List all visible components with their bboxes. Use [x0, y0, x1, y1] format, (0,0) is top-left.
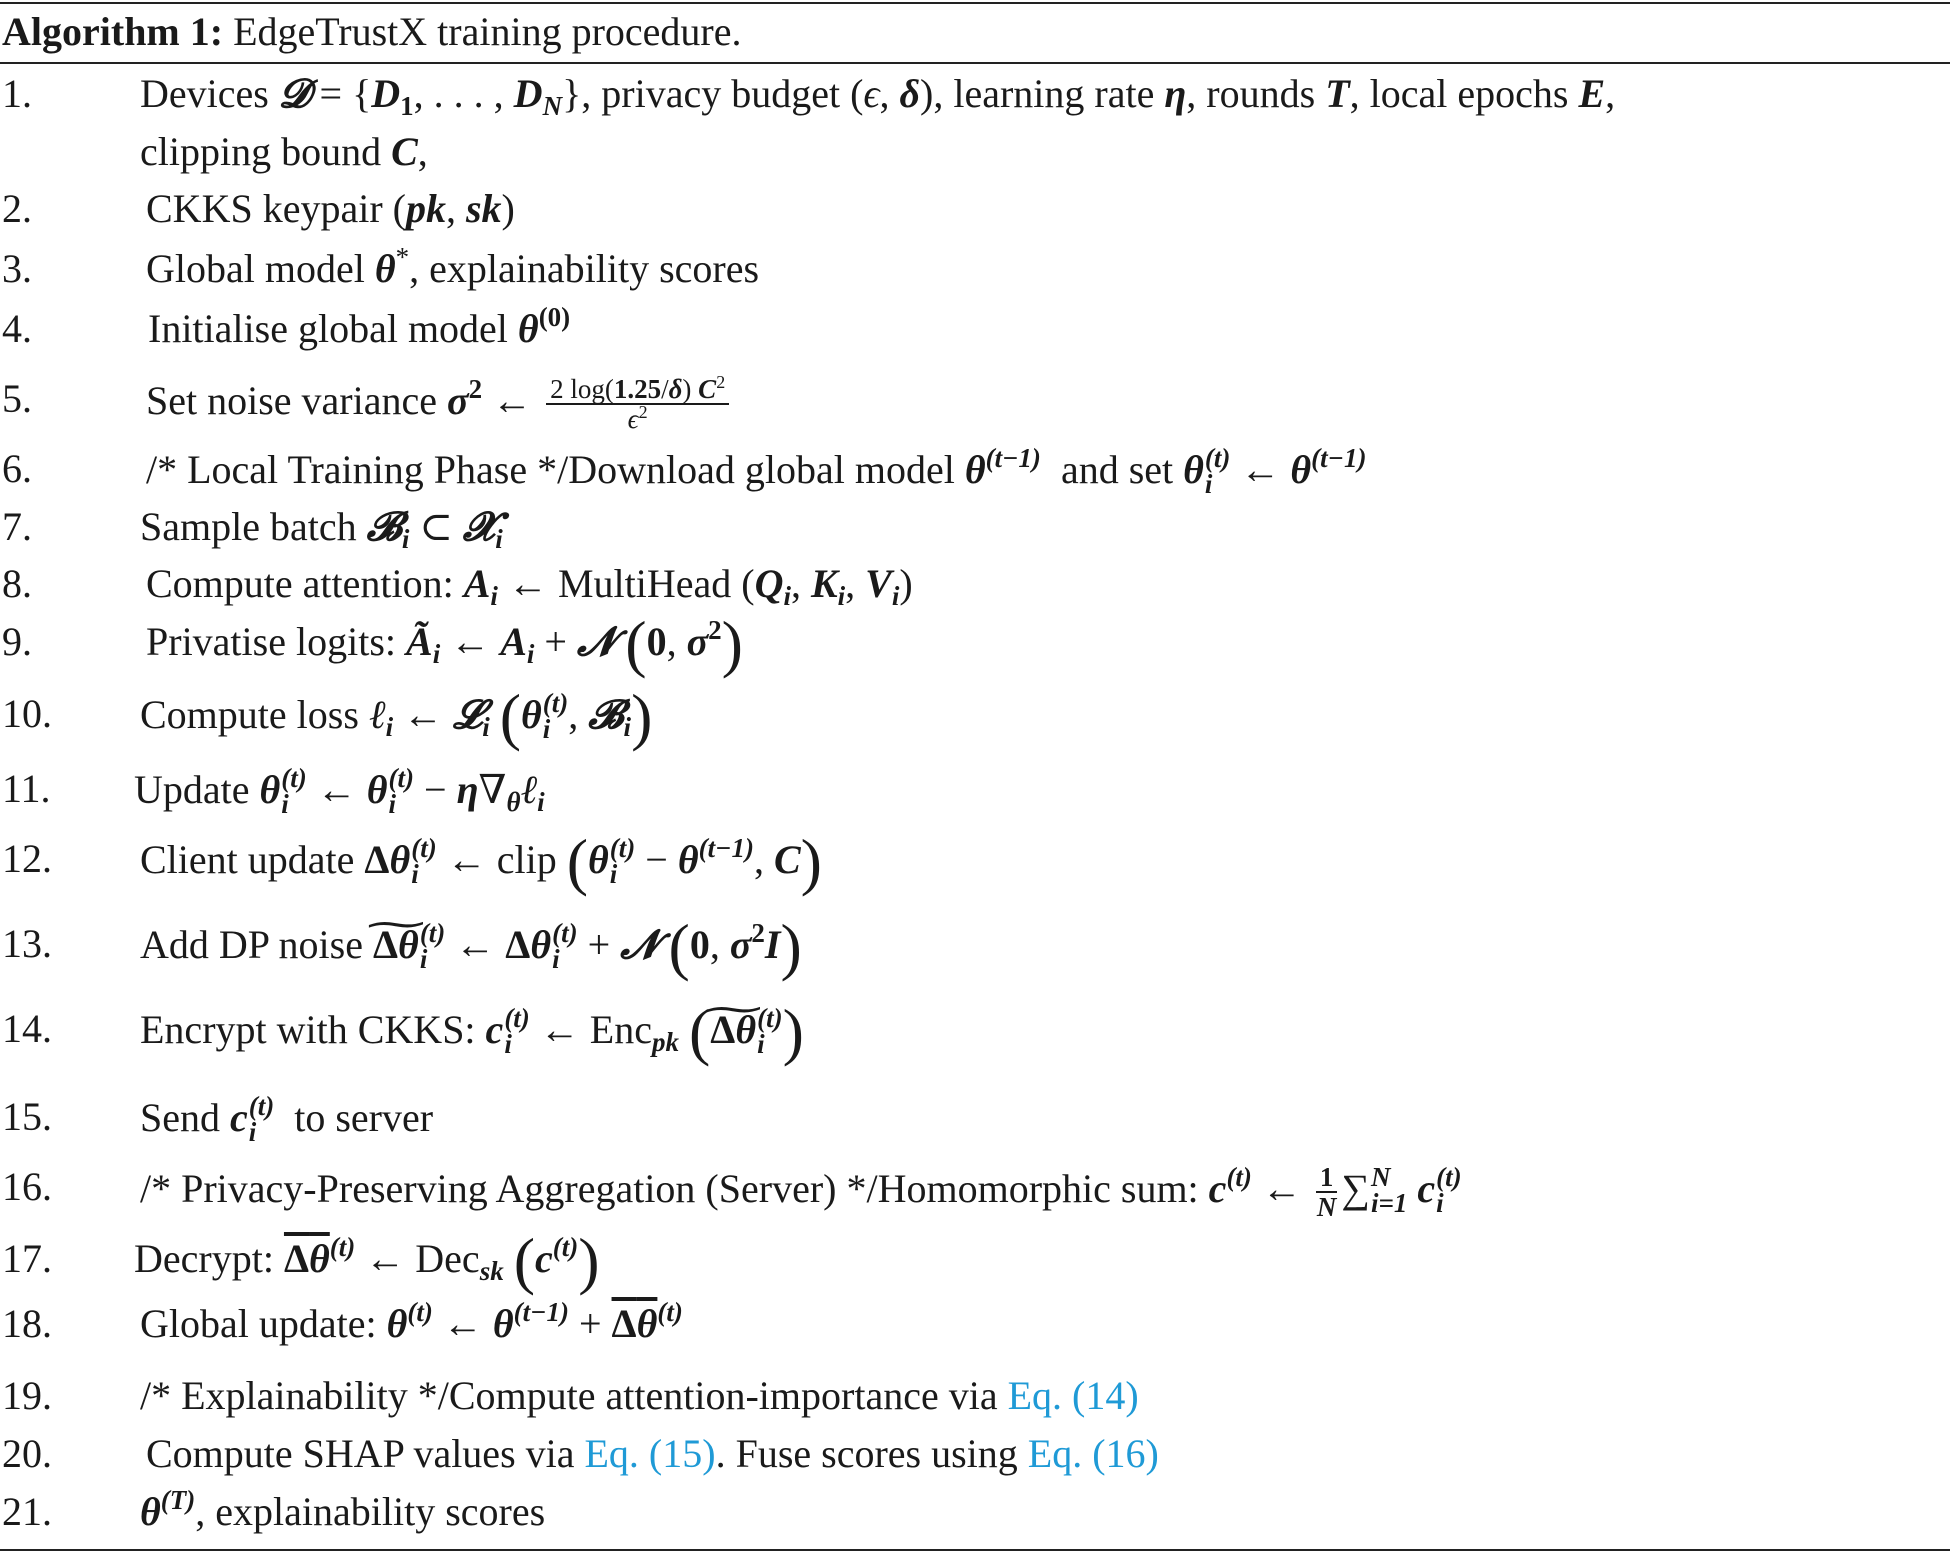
step-number: 7. — [2, 504, 32, 549]
step-text: Encrypt with CKKS: c (t) i ← Enc$_{pk}$ (∼ Δθ (t) i ) — [140, 1005, 804, 1057]
equation-link[interactable]: Eq. (14) — [1007, 1373, 1139, 1418]
step-text: Sample batch 𝓑$_i$ ⊂ 𝓧$_i$ — [140, 504, 503, 554]
step-text: Global update: $\theta^{(t)}$ ← $\theta^{(t-1)} + \Delta\theta^{(t)}$ — [140, 1297, 683, 1346]
step-text: /* Local Training Phase */Download global model $\theta^{(t-1)}$ and set θ (t) i ← $\theta^{(t-1)}$ — [146, 443, 1367, 499]
step-text: Send c (t) i to server — [140, 1091, 434, 1147]
step-number: 10. — [2, 691, 52, 736]
step-number: 6. — [2, 446, 32, 491]
step-text: clipping bound C, — [140, 129, 428, 174]
step-text: /* Explainability */Compute attention-importance via Eq. (14) — [140, 1373, 1139, 1418]
bottom-rule — [0, 1549, 1950, 1551]
algorithm-title — [2, 6, 742, 58]
step-number: 1. — [2, 71, 32, 116]
step-text: Privatise logits: $Ã_i$ ← $A_i$ + 𝓝 (0, $\sigma^2$) — [146, 608, 743, 679]
step-number: 15. — [2, 1094, 52, 1139]
header-rule — [0, 62, 1950, 64]
step-text: Compute attention: $A_i$ ← MultiHead ($Q_i$, $K_i$, $V_i$) — [146, 561, 913, 611]
step-number: 16. — [2, 1164, 52, 1209]
step-text: /* Privacy-Preserving Aggregation (Server) */Homomorphic sum: $c^{(t)}$ ← $\frac{1}{N}$ ∑ N i=1 c (t) i — [140, 1162, 1462, 1222]
step-number: 11. — [2, 766, 51, 811]
step-text: Compute loss ℓ$_i$ ← 𝓛$_i$ (θ (t) i , 𝓑$_i$) — [140, 681, 653, 752]
step-number: 19. — [2, 1373, 52, 1418]
step-text: Initialise global model $\theta^{(0)}$ — [148, 302, 571, 351]
step-text: Add DP noise ∼ Δθ (t) i ← Δθ (t) i + 𝓝 (0, $\sigma^2I$) — [140, 920, 802, 972]
step-text: Global model θ*, explainability scores — [146, 242, 760, 291]
step-number: 18. — [2, 1301, 52, 1346]
step-text: Update θ (t) i ← θ (t) i − $\eta\nabla_\theta\ell_i$ — [134, 763, 545, 819]
top-rule — [0, 2, 1950, 4]
equation-link[interactable]: Eq. (16) — [1027, 1431, 1159, 1476]
step-text: Client update Δθ (t) i ← clip (θ (t) i − $\theta^{(t-1)}$, C) — [140, 826, 822, 897]
step-number: 14. — [2, 1006, 52, 1051]
step-number: 3. — [2, 246, 32, 291]
algorithm-caption: EdgeTrustX training procedure. — [233, 9, 742, 54]
step-text: Decrypt: $\Delta\theta^{(t)}$ ← Dec$_{sk}$ $(c^{(t)})$ — [134, 1225, 600, 1296]
step-number: 17. — [2, 1236, 52, 1281]
step-number: 8. — [2, 561, 32, 606]
step-number: 2. — [2, 186, 32, 231]
step-text: $\theta^{(T)}$, explainability scores — [140, 1485, 546, 1534]
algorithm-label: Algorithm 1: — [2, 9, 224, 54]
step-text: Devices 𝓓 = {$D_1$, . . . , $D_N$}, privacy budget (ϵ, δ), learning rate η, rounds T, local epochs E, — [140, 71, 1616, 121]
step-text: Compute SHAP values via Eq. (15). Fuse scores using Eq. (16) — [146, 1431, 1159, 1476]
step-text: CKKS keypair (pk, sk) — [146, 186, 515, 231]
equation-link[interactable]: Eq. (15) — [584, 1431, 716, 1476]
step-number: 4. — [2, 306, 32, 351]
step-number: 12. — [2, 836, 52, 881]
step-number: 21. — [2, 1489, 52, 1534]
step-number: 13. — [2, 921, 52, 966]
step-number: 9. — [2, 619, 32, 664]
step-text: Set noise variance $\sigma^2$ ← $\frac{2 \log(1.25/\delta) C^2}{\epsilon^2}$ — [146, 375, 733, 433]
step-number: 5. — [2, 376, 32, 421]
step-number: 20. — [2, 1431, 52, 1476]
